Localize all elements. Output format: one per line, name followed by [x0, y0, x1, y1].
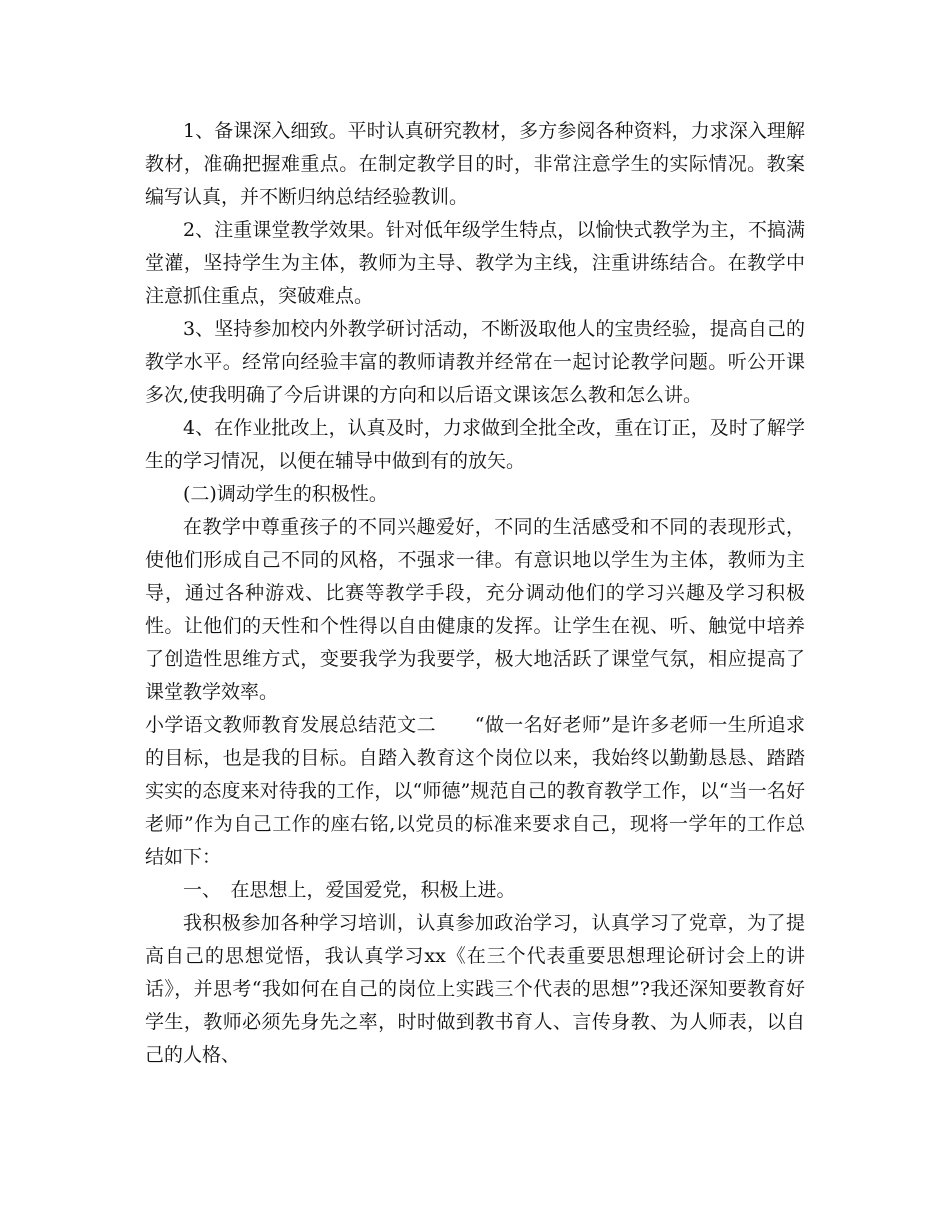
section-heading-motivation: (二)调动学生的积极性。: [183, 483, 388, 505]
paragraph-research-activities: 3、坚持参加校内外教学研讨活动，不断汲取他人的宝贵经验，提高自己的教学水平。经常向经验丰富的教师请教并经常在一起讨论教学问题。听公开课多次,使我明确了今后讲课的方向和以后语文课该怎么教和怎么讲。: [145, 318, 805, 406]
section-heading-ideology: 一、 在思想上，爱国爱党，积极上进。: [183, 879, 516, 901]
paragraph-student-interests: 在教学中尊重孩子的不同兴趣爱好，不同的生活感受和不同的表现形式，使他们形成自己不同的风格，不强求一律。有意识地以学生为主体，教师为主导，通过各种游戏、比赛等教学手段，充分调动他们的学习兴趣及学习积极性。让他们的天性和个性得以自由健康的发挥。让学生在视、听、触觉中培养了创造性思维方式，变要我学为我要学，极大地活跃了课堂气氛，相应提高了课堂教学效率。: [145, 516, 805, 703]
document-body: [145, 115, 805, 1072]
paragraph-homework-grading: 4、在作业批改上，认真及时，力求做到全批全改，重在订正，及时了解学生的学习情况，以便在辅导中做到有的放矢。: [145, 417, 805, 472]
paragraph-classroom-effect: 2、注重课堂教学效果。针对低年级学生特点，以愉快式教学为主，不搞满堂灌，坚持学生为主体，教师为主导、教学为主线，注重讲练结合。在教学中注意抓住重点，突破难点。: [145, 219, 805, 307]
paragraph-political-study: 我积极参加各种学习培训，认真参加政治学习，认真学习了党章，为了提高自己的思想觉悟，我认真学习xx《在三个代表重要思想理论研讨会上的讲话》，并思考“我如何在自己的岗位上实践三个代表的思想”?我还深知要教育好学生，教师必须先身先之率，时时做到教书育人、言传身教、为人师表，以自己的人格、: [145, 912, 805, 1066]
paragraph-lesson-prep: 1、备课深入细致。平时认真研究教材，多方参阅各种资料，力求深入理解教材，准确把握难重点。在制定教学目的时，非常注意学生的实际情况。教案编写认真，并不断归纳总结经验教训。: [145, 120, 805, 208]
paragraph-sample-two-intro: 小学语文教师教育发展总结范文二 “做一名好老师”是许多老师一生所追求的目标，也是我的目标。自踏入教育这个岗位以来，我始终以勤勤恳恳、踏踏实实的态度来对待我的工作，以“师德”规范自己的教育教学工作，以“当一名好老师”作为自己工作的座右铭,以党员的标准来要求自己，现将一学年的工作总结如下：: [145, 714, 805, 868]
